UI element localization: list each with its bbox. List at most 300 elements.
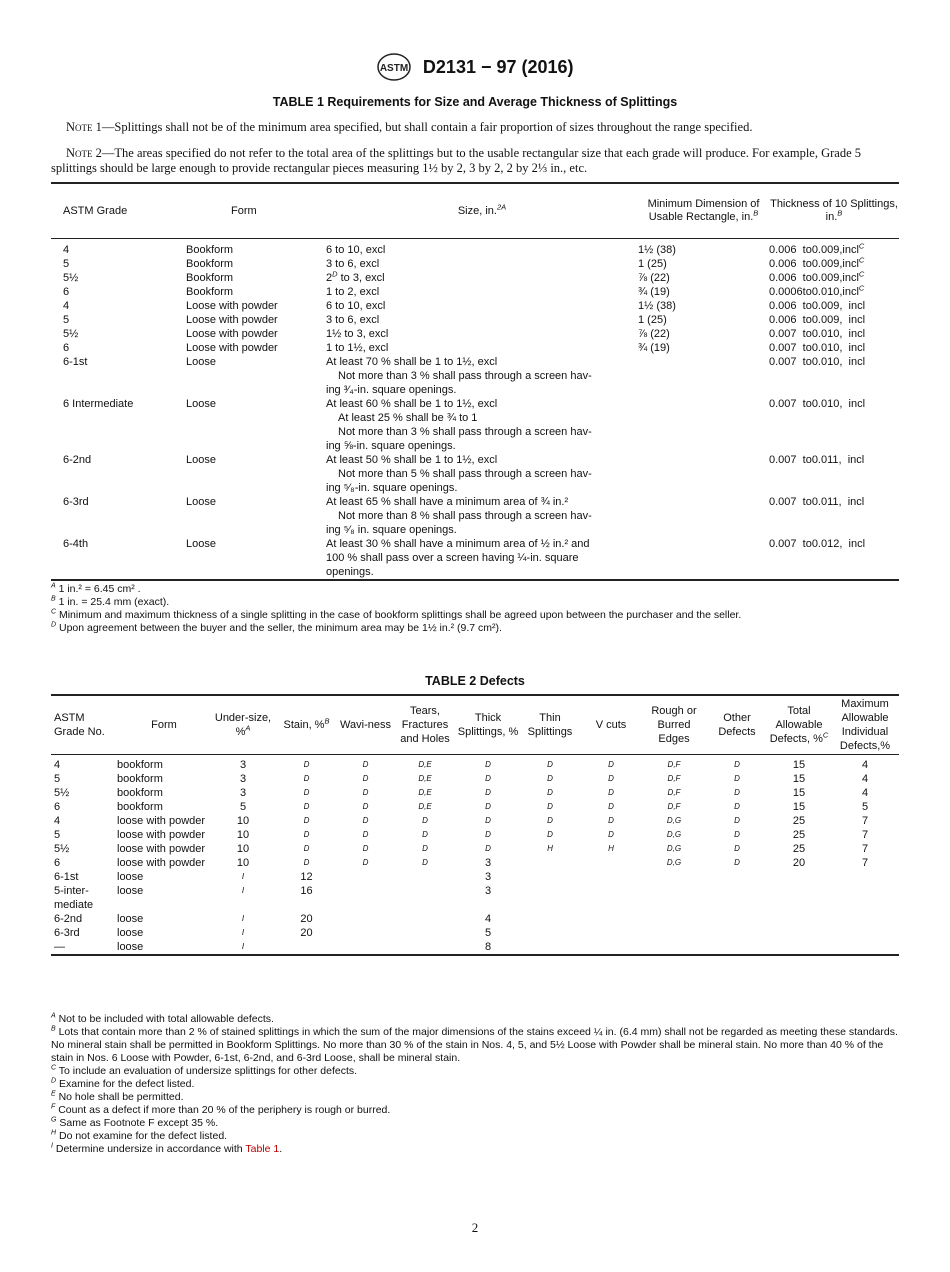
t1-size-line: Not more than 8 % shall pass through a screen hav-	[338, 510, 592, 522]
t2-cell: 25	[792, 815, 806, 827]
t1-size-line: Not more than 3 % shall pass through a screen hav-	[338, 370, 592, 382]
t2-cell: H	[608, 844, 614, 853]
t2-cell	[831, 940, 899, 955]
t2-cell	[581, 926, 641, 940]
t1-cell-size	[326, 313, 638, 327]
t2-header-label: Form	[151, 719, 177, 731]
t1-size-line: Not more than 5 % shall pass through a screen hav-	[338, 468, 592, 480]
t2-cell: 12	[300, 871, 313, 883]
t1-cell-grade: 6-3rd	[63, 496, 89, 508]
t1-cell-thickness: 0.006 to0.009,incl$^C$	[769, 241, 865, 256]
t2-cell: loose	[117, 927, 144, 939]
table1	[51, 182, 899, 581]
t2-cell: D	[734, 844, 740, 853]
t2-cell	[767, 884, 831, 912]
t2-cell: 7	[861, 829, 869, 841]
t2-cell: 15	[792, 787, 806, 799]
t1-size-line: 3 to 6, excl	[326, 314, 380, 326]
footnote-text: .	[279, 1143, 283, 1155]
t2-cell: D	[485, 788, 491, 797]
t2-cell: 6-1st	[54, 871, 79, 883]
t2-cell	[581, 856, 641, 870]
t1-row	[51, 355, 899, 397]
t2-header-cell	[831, 695, 899, 755]
t2-header-sup: C	[822, 730, 829, 740]
t2-cell: D	[608, 788, 614, 797]
t2-header-label: Rough or Burred Edges	[651, 705, 697, 745]
table2-title: TABLE 2 Defects	[425, 674, 525, 688]
t2-cell: D	[303, 816, 310, 825]
t2-cell: D,F	[667, 774, 681, 783]
t2-cell	[707, 940, 767, 955]
t2-cell: D	[422, 816, 428, 825]
t2-cell: 4	[484, 913, 492, 925]
t1-cell-form: Loose	[186, 496, 216, 508]
t2-cell: 5-inter-mediate	[54, 885, 94, 911]
t1-header-grade: ASTM Grade	[51, 183, 186, 239]
t2-cell: bookform	[117, 773, 163, 785]
t1-cell-thickness: 0.007 to0.010, incl	[769, 356, 866, 368]
t1-cell-grade: 6 Intermediate	[63, 398, 134, 410]
t2-header-label: ASTM Grade No.	[54, 712, 105, 738]
t2-cell: loose	[117, 871, 144, 883]
t2-header-label: Other Defects	[718, 712, 756, 738]
t2-cell	[707, 912, 767, 926]
t2-footnote	[51, 1078, 901, 1091]
t1-size-line: 6 to 10, excl	[326, 244, 386, 256]
footnote-text: Examine for the defect listed.	[56, 1078, 195, 1090]
t2-header-label: V cuts	[595, 719, 627, 731]
t1-cell-mindim: ⅞ (22)	[638, 272, 670, 284]
t2-cell: D	[362, 774, 369, 783]
t1-size-line: 1 to 1½, excl	[326, 342, 389, 354]
t1-size-line: Not more than 3 % shall pass through a screen hav-	[338, 426, 592, 438]
t2-cell: 15	[792, 759, 806, 771]
t2-cell	[641, 870, 707, 884]
note2-label: Note 2	[66, 146, 102, 160]
t2-header-cell	[519, 695, 581, 755]
t2-cell: D	[485, 816, 491, 825]
table1-note1	[51, 120, 901, 135]
t2-cell: 3	[239, 759, 247, 771]
t2-header-cell	[581, 695, 641, 755]
t2-cell: 4	[861, 773, 869, 785]
t2-cell: 3	[484, 871, 492, 883]
t2-cell: D	[362, 844, 369, 853]
t1-cell-thickness: 0.006 to0.009, incl	[769, 300, 866, 312]
t1-size-line: At least 25 % shall be ¾ to 1	[338, 412, 478, 424]
t1-footnote	[51, 596, 901, 609]
t1-cell-form: Bookform	[186, 272, 234, 284]
t2-cell: D	[362, 802, 369, 811]
table2-header-row	[51, 695, 899, 755]
t2-cell: D	[303, 788, 310, 797]
t2-cell: 7	[861, 857, 869, 869]
footnote-mark: G	[51, 1116, 57, 1124]
t1-footnote	[51, 609, 901, 622]
t1-cell-size	[326, 239, 638, 258]
t2-cell: bookform	[117, 759, 163, 771]
svg-text:ASTM: ASTM	[380, 63, 409, 74]
t2-cell: D	[547, 760, 553, 769]
footnote-text: 1 in.² = 6.45 cm² .	[55, 583, 141, 595]
t2-cell	[519, 870, 581, 884]
footnote-mark: D	[51, 621, 57, 629]
t2-cell: 10	[236, 815, 250, 827]
t1-cell-size	[326, 271, 638, 285]
t2-row	[51, 772, 899, 786]
t1-cell-mindim	[638, 453, 769, 495]
table1-title: TABLE 1 Requirements for Size and Average Thickness of Splittings	[272, 95, 678, 109]
footnote-mark: H	[51, 1129, 57, 1137]
t2-cell: 6-3rd	[54, 927, 80, 939]
footnote-text: Same as Footnote F except 35 %.	[56, 1117, 219, 1129]
t2-footnote	[51, 1091, 901, 1104]
t2-header-label: Thin Splittings	[527, 712, 573, 738]
note1-label: Note 1	[66, 120, 102, 134]
t2-footnote	[51, 1026, 901, 1065]
t1-cell-form: Loose with powder	[186, 328, 278, 340]
t1-row	[51, 299, 899, 313]
t2-cell: D,G	[666, 844, 682, 853]
footnote-text: No hole shall be permitted.	[55, 1091, 184, 1103]
t1-cell-thickness: 0.006 to0.009,incl$^C$	[769, 269, 865, 284]
t2-cell: —	[51, 940, 117, 955]
t1-size-line: 100 % shall pass over a screen having ¼-in. square	[326, 552, 579, 564]
t2-cell: loose	[117, 913, 144, 925]
t2-cell: D	[303, 858, 310, 867]
t2-header-cell	[275, 695, 338, 755]
t2-cell: loose	[117, 885, 144, 897]
t2-cell: 5	[54, 773, 61, 785]
t2-footnote	[51, 1143, 901, 1156]
table1-footnotes	[51, 583, 901, 635]
t1-size-line: 1½ to 3, excl	[326, 328, 389, 340]
t1-header-form: Form	[186, 183, 326, 239]
footnote-mark: E	[51, 1090, 56, 1098]
t1-cell-size	[326, 257, 638, 271]
t2-cell: bookform	[117, 787, 163, 799]
t1-size-line: At least 60 % shall be 1 to 1½, excl	[326, 398, 498, 410]
t1-size-line: 1 to 2, excl	[326, 286, 380, 298]
footnote-mark: F	[51, 1103, 56, 1111]
t2-cell: D,F	[667, 788, 681, 797]
t1-thick-sup: C	[858, 269, 865, 279]
t1-cell-mindim: 1½ (38)	[638, 300, 676, 312]
t2-footnote	[51, 1117, 901, 1130]
t2-cell: D	[734, 816, 740, 825]
t2-cell: D	[734, 830, 740, 839]
t1-cell-size	[326, 341, 638, 355]
t1-cell-grade: 4	[63, 300, 70, 312]
document-header	[0, 52, 950, 82]
t2-cell: D	[547, 774, 553, 783]
t2-cell	[831, 912, 899, 926]
t1-header-size: Size, in.$^{2A}$	[326, 183, 638, 239]
t1-cell-thickness: 0.007 to0.012, incl	[769, 537, 899, 580]
t1-cell-size	[326, 299, 638, 313]
astm-logo-icon	[376, 52, 412, 82]
t2-cell	[393, 926, 457, 940]
t1-row	[51, 341, 899, 355]
t2-cell: D	[303, 774, 310, 783]
t2-cell: 7	[861, 843, 869, 855]
note1-text: —Splittings shall not be of the minimum area specified, but shall contain a fair proportion of sizes throughout the range specified.	[101, 120, 753, 134]
footnote-mark: D	[51, 1077, 57, 1085]
t2-cell	[767, 926, 831, 940]
footnote-text: 1 in. = 25.4 mm (exact).	[55, 596, 170, 608]
t1-cell-form: Loose	[186, 356, 216, 368]
footnote-text: Not to be included with total allowable defects.	[55, 1013, 274, 1025]
page-number: 2	[471, 1220, 479, 1235]
t2-cell: 5	[484, 927, 492, 939]
t2-cell: 5	[861, 801, 869, 813]
t2-cell: 25	[792, 843, 806, 855]
t1-size-line: ing ⅝-in. square openings.	[326, 440, 456, 452]
t2-cell: D	[303, 830, 310, 839]
t1-row	[51, 537, 899, 580]
t2-cell: 15	[792, 801, 806, 813]
t2-header-cell	[457, 695, 519, 755]
t2-cell	[707, 870, 767, 884]
t2-cell	[581, 912, 641, 926]
t2-cell: D	[362, 816, 369, 825]
t1-cell-form: Bookform	[186, 244, 234, 256]
footnote-mark: B	[51, 1025, 56, 1033]
footnote-mark: C	[51, 608, 57, 616]
t1-size-sup: D	[332, 269, 338, 279]
footnote-text: Upon agreement between the buyer and the seller, the minimum area may be 1½ in.² (9.7 cm²).	[56, 622, 502, 634]
t2-footnote	[51, 1130, 901, 1143]
t2-cell	[519, 940, 581, 955]
t1-size-line: At least 70 % shall be 1 to 1½, excl	[326, 356, 498, 368]
t1-row	[51, 495, 899, 537]
footnote-mark: I	[51, 1142, 53, 1150]
t2-cell	[519, 912, 581, 926]
t1-size-line: At least 65 % shall have a minimum area of ¾ in.²	[326, 496, 569, 508]
t1-cell-mindim: ¾ (19)	[638, 342, 670, 354]
document-designation: D2131 − 97 (2016)	[422, 56, 574, 77]
t1-cell-form: Loose with powder	[186, 342, 278, 354]
t2-cell	[707, 926, 767, 940]
footnote-mark: A	[51, 582, 56, 590]
t1-cell-thickness: 0.007 to0.010, incl	[769, 342, 866, 354]
t2-row	[51, 940, 899, 955]
t1-cell-form: Bookform	[186, 286, 234, 298]
t2-cell: 5½	[54, 787, 70, 799]
t2-cell: 3	[239, 787, 247, 799]
t1-cell-grade: 5	[63, 258, 70, 270]
t1-cell-size	[326, 355, 638, 397]
t2-cell	[519, 926, 581, 940]
t2-cell: 10	[236, 829, 250, 841]
t2-cell: D	[608, 816, 614, 825]
t2-header-cell	[393, 695, 457, 755]
t2-cell: D,E	[418, 802, 432, 811]
t1-cell-thickness: 0.006 to0.009, incl	[769, 314, 866, 326]
footnote-text: To include an evaluation of undersize splittings for other defects.	[56, 1065, 358, 1077]
t1-cell-mindim: 1 (25)	[638, 314, 667, 326]
t2-footnote	[51, 1104, 901, 1117]
t1-cell-grade: 5	[63, 314, 70, 326]
t1-cell-grade: 5½	[63, 328, 79, 340]
t1-thick-sup: C	[858, 283, 865, 293]
footnote-text: Minimum and maximum thickness of a single splitting in the case of bookform splittings shall be agreed upon between the purchaser and the seller.	[56, 609, 742, 621]
t1-footnote	[51, 622, 901, 635]
t2-cell	[393, 884, 457, 912]
t2-cell: 7	[861, 815, 869, 827]
t2-cell: D	[303, 760, 310, 769]
t2-cell: D	[734, 788, 740, 797]
t2-header-label: Thick Splittings, %	[457, 712, 519, 738]
t1-cell-mindim	[638, 537, 769, 580]
t2-cell: 16	[300, 885, 313, 897]
t2-row	[51, 814, 899, 828]
t1-cell-size	[326, 285, 638, 299]
t2-cell	[767, 870, 831, 884]
t2-cell: loose	[117, 940, 211, 955]
t2-cell: D	[485, 844, 491, 853]
t1-size-line: ing ⁵⁄₈ in. square openings.	[326, 524, 457, 536]
t2-row	[51, 856, 899, 870]
t1-size-line: 3 to 6, excl	[326, 258, 380, 270]
t2-cell	[393, 912, 457, 926]
t2-cell: D,G	[666, 816, 682, 825]
t2-cell	[767, 940, 831, 955]
t2-cell: 6-2nd	[54, 913, 83, 925]
table1-link[interactable]: Table 1	[245, 1143, 280, 1155]
t2-cell: D	[608, 760, 614, 769]
t1-size-line: At least 50 % shall be 1 to 1½, excl	[326, 454, 498, 466]
t2-cell: D,E	[418, 760, 432, 769]
t2-cell: D	[303, 802, 310, 811]
t2-cell: loose with powder	[117, 815, 206, 827]
t1-cell-form: Loose with powder	[186, 314, 278, 326]
t2-cell: 15	[792, 773, 806, 785]
t2-cell: I	[241, 872, 245, 881]
t1-cell-mindim	[638, 355, 769, 397]
t1-size-line: $2^D$ to 3, excl	[326, 269, 385, 284]
t2-cell	[581, 870, 641, 884]
t2-cell	[338, 870, 393, 884]
t2-cell: D	[608, 774, 614, 783]
t2-cell: H	[547, 844, 553, 853]
t2-cell: 3	[484, 857, 492, 869]
t2-footnote	[51, 1013, 901, 1026]
t1-cell-mindim	[638, 495, 769, 537]
footnote-text: Do not examine for the defect listed.	[56, 1130, 228, 1142]
t1-size-line: ing ³⁄₄-in. square openings.	[326, 384, 457, 396]
t2-cell: 20	[300, 927, 313, 939]
t2-cell	[831, 870, 899, 884]
t2-cell: D	[547, 830, 553, 839]
t2-header-cell	[51, 695, 117, 755]
t1-cell-grade: 6	[63, 286, 70, 298]
t2-cell: D	[422, 830, 428, 839]
t1-cell-form: Loose	[186, 454, 216, 466]
t2-cell: 10	[236, 843, 250, 855]
table1-note2	[51, 146, 901, 176]
t2-cell: 4	[861, 787, 869, 799]
t2-cell: D	[422, 844, 428, 853]
t2-cell	[831, 926, 899, 940]
t1-cell-grade: 6	[63, 342, 70, 354]
t1-cell-form: Loose with powder	[186, 300, 278, 312]
t2-cell: loose with powder	[117, 829, 206, 841]
note2-text: —The areas specified do not refer to the total area of the splittings but to the usable rectangular size that each grade will produce. For example, Grade 5 splittings should be large enough to provide rectangular pieces measuring 1½ by 2, 3 by 2, 2 by 2⅓ in., etc.	[51, 146, 861, 175]
t1-footnote	[51, 583, 901, 596]
t1-cell-grade: 6-2nd	[63, 454, 92, 466]
t2-cell	[831, 884, 899, 912]
t1-cell-thickness: 0.0006to0.010,incl$^C$	[769, 283, 865, 298]
t2-cell: 5½	[54, 843, 70, 855]
t2-header-cell	[211, 695, 275, 755]
t2-cell: D	[608, 802, 614, 811]
t1-row	[51, 397, 899, 453]
t2-cell: D	[485, 830, 491, 839]
t2-cell: 6	[54, 801, 61, 813]
t2-footnote	[51, 1065, 901, 1078]
t1-cell-form: Loose	[186, 537, 326, 580]
t2-header-label: Under-size, %	[214, 712, 272, 738]
t2-cell	[393, 870, 457, 884]
t1-row	[51, 285, 899, 299]
footnote-mark: B	[51, 595, 56, 603]
t1-cell-size	[326, 453, 638, 495]
t2-cell: D	[362, 760, 369, 769]
t1-cell-thickness: 0.006 to0.009,incl$^C$	[769, 255, 865, 270]
t2-header-label: Total Allowable Defects, %	[769, 705, 823, 745]
t2-header-label: Wavi-ness	[340, 719, 391, 731]
t2-cell: D	[734, 760, 740, 769]
t2-cell	[338, 884, 393, 912]
t2-cell	[519, 856, 581, 870]
t2-cell	[641, 912, 707, 926]
t2-cell	[641, 884, 707, 912]
t1-cell-grade: 6-1st	[63, 356, 88, 368]
t2-cell: D	[485, 760, 491, 769]
t1-cell-grade: 4	[63, 244, 70, 256]
table2	[51, 694, 899, 956]
t2-cell: D	[303, 844, 310, 853]
t1-thick-sup: C	[858, 255, 865, 265]
t2-cell: 8	[457, 940, 519, 955]
t1-size-line: ing ⁵⁄₈-in. square openings.	[326, 482, 458, 494]
t2-header-cell	[117, 695, 211, 755]
t2-cell: D	[608, 830, 614, 839]
t2-cell: 5	[54, 829, 61, 841]
t2-cell: I	[241, 914, 245, 923]
t1-cell-thickness: 0.007 to0.011, incl	[769, 454, 865, 466]
table1-header-row	[51, 183, 899, 239]
t1-cell-mindim: ¾ (19)	[638, 286, 670, 298]
t2-header-label: Tears, Fractures and Holes	[400, 705, 450, 745]
t2-cell: D	[362, 788, 369, 797]
t1-header-thickness: Thickness of 10 Splittings, in.$^B$	[769, 183, 899, 239]
t2-cell: D	[362, 858, 369, 867]
t2-cell: D,G	[666, 830, 682, 839]
t2-cell	[275, 940, 338, 955]
t2-cell	[641, 926, 707, 940]
t2-cell: D	[422, 858, 428, 867]
t2-cell: loose with powder	[117, 843, 206, 855]
t2-row	[51, 828, 899, 842]
t1-row	[51, 271, 899, 285]
t1-cell-size	[326, 537, 638, 580]
t2-cell: 4	[54, 815, 61, 827]
t2-cell: D,F	[667, 802, 681, 811]
table2-footnotes	[51, 1013, 901, 1156]
